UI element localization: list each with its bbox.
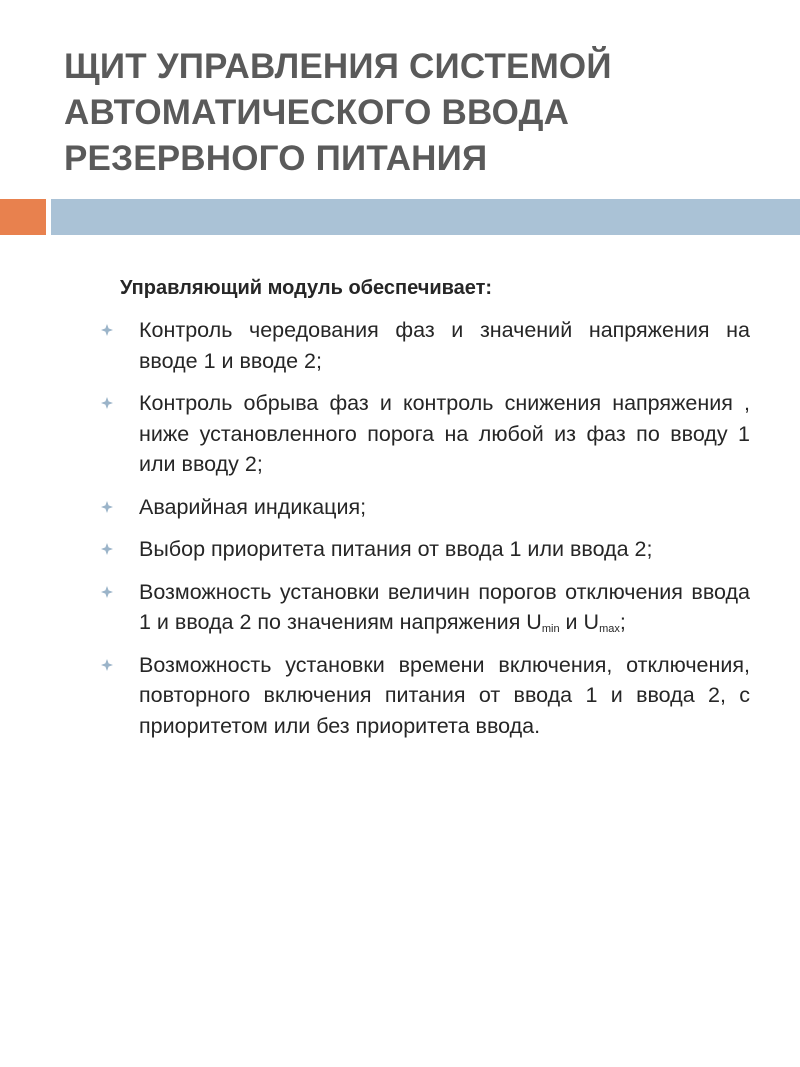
title-line-2: АВТОМАТИЧЕСКОГО ВВОДА bbox=[64, 93, 570, 132]
list-item-text: Возможность установки времени включения, отключения, повторного включения питания от ввода 1 и ввода 2, с приоритетом или без приоритета ввода. bbox=[139, 652, 750, 738]
diamond-bullet-icon bbox=[101, 324, 113, 336]
list-item bbox=[100, 577, 750, 638]
list-item-text bbox=[139, 580, 750, 635]
list-item-text: Выбор приоритета питания от ввода 1 или ввода 2; bbox=[139, 537, 653, 561]
title-line-3: РЕЗЕРВНОГО ПИТАНИЯ bbox=[64, 139, 488, 178]
u-min-subscript: min bbox=[541, 623, 560, 635]
list-item bbox=[100, 315, 750, 376]
list-item bbox=[100, 534, 750, 565]
diamond-bullet-icon bbox=[101, 397, 113, 409]
list-item-text: Аварийная индикация; bbox=[139, 494, 367, 519]
list-item bbox=[100, 388, 750, 480]
u-max-subscript: max bbox=[599, 623, 620, 635]
accent-bar-blue bbox=[51, 199, 800, 235]
list-item-text: Контроль обрыва фаз и контроль снижения напряжения , ниже установленного порога на любой из фаз по вводу 1 или вводу 2; bbox=[139, 391, 750, 476]
list-item-text-main: Возможность установки величин порогов отключения ввода 1 и ввода 2 по значениям напряжения U bbox=[139, 579, 750, 634]
feature-list bbox=[100, 315, 750, 753]
list-item-text: Контроль чередования фаз и значений напряжения на вводе 1 и вводе 2; bbox=[139, 318, 750, 373]
diamond-bullet-icon bbox=[101, 659, 113, 671]
diamond-bullet-icon bbox=[101, 501, 113, 513]
diamond-bullet-icon bbox=[101, 543, 113, 555]
list-item bbox=[100, 492, 750, 523]
title-line-1: ЩИТ УПРАВЛЕНИЯ СИСТЕМОЙ bbox=[64, 47, 612, 86]
diamond-bullet-icon bbox=[101, 586, 113, 598]
accent-bar-orange bbox=[0, 199, 46, 235]
section-subtitle: Управляющий модуль обеспечивает: bbox=[120, 277, 493, 299]
list-item-text-mid: и U bbox=[559, 610, 600, 634]
page-title bbox=[64, 44, 764, 182]
list-item-text-end: ; bbox=[619, 610, 626, 634]
list-item bbox=[100, 650, 750, 742]
